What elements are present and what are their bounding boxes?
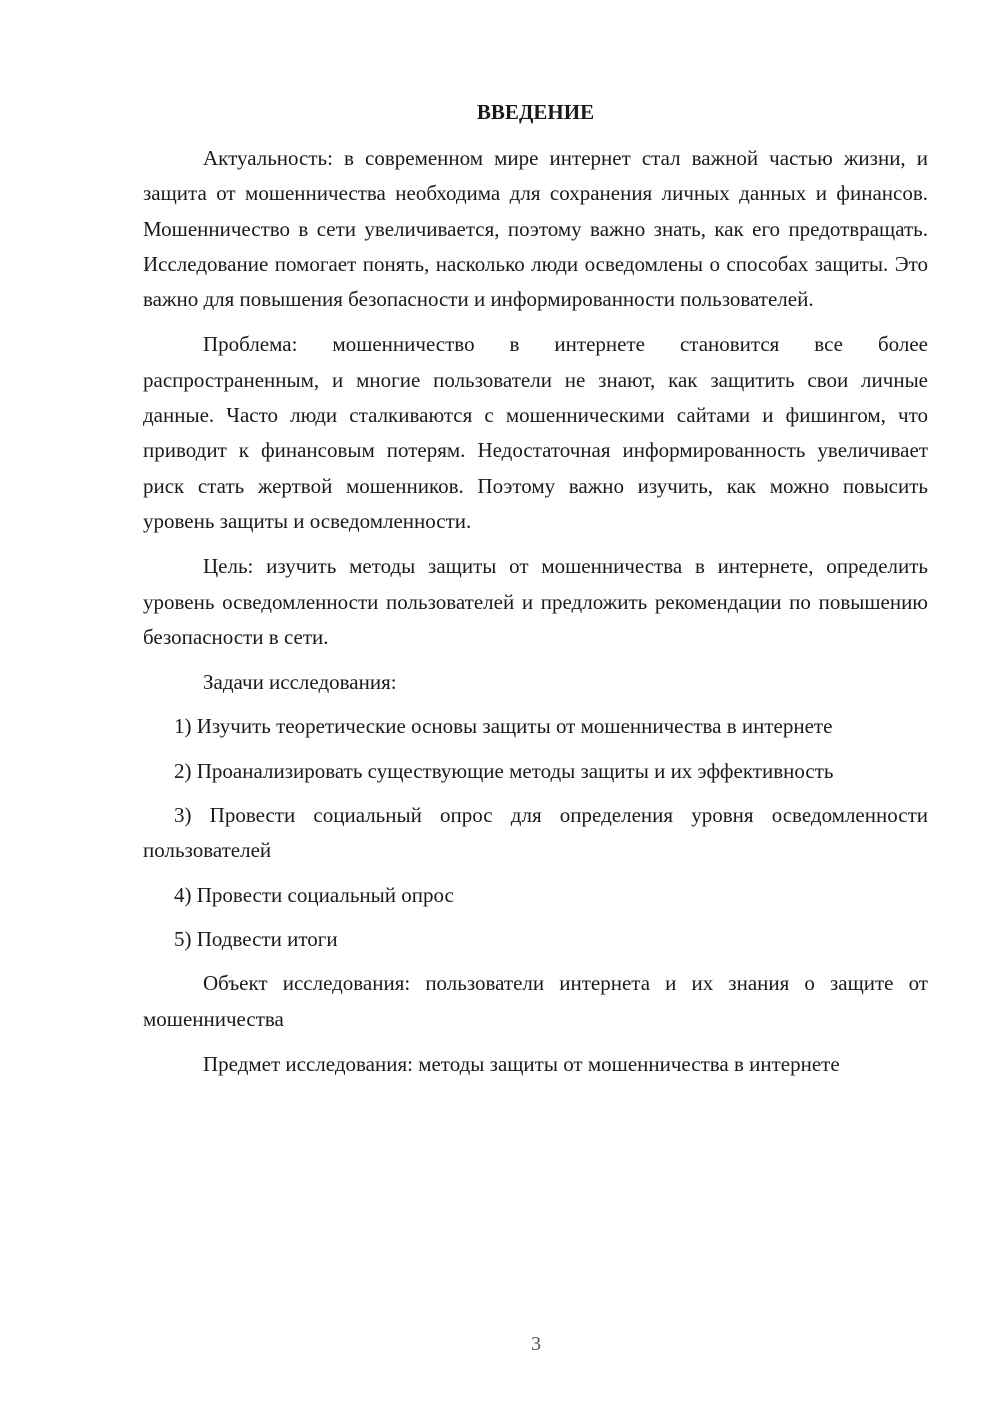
goal-paragraph: Цель: изучить методы защиты от мошенничества в интернете, определить уровень осведомленности пользователей и предложить рекомендации по повышению безопасности в сети. xyxy=(143,554,928,649)
task-item-5: 5) Подвести итоги xyxy=(174,926,338,951)
relevance-paragraph: Актуальность: в современном мире интернет стал важной частью жизни, и защита от мошенничества необходима для сохранения личных данных и финансов. Мошенничество в сети увеличивается, поэтому важно знать, как его предотвращать. Исследование помогает понять, насколько люди осведомлены о способах защиты. Это важно для повышения безопасности и информированности пользователей. xyxy=(143,146,928,312)
object-paragraph: Объект исследования: пользователи интернета и их знания о защите от мошенничества xyxy=(143,971,928,1031)
section-title: ВВЕДЕНИЕ xyxy=(476,100,595,124)
subject-paragraph: Предмет исследования: методы защиты от мошенничества в интернете xyxy=(203,1051,840,1076)
page-content xyxy=(143,95,928,1092)
task-item-4: 4) Провести социальный опрос xyxy=(174,882,454,907)
page-number: 3 xyxy=(531,1333,541,1355)
task-item-3: 3) Провести социальный опрос для определения уровня осведомленности пользователей xyxy=(143,803,928,863)
task-item-1: 1) Изучить теоретические основы защиты от мошенничества в интернете xyxy=(174,714,833,739)
problem-paragraph: Проблема: мошенничество в интернете становится все более распространенным, и многие пользователи не знают, как защитить свои личные данные. Часто люди сталкиваются с мошенническими сайтами и фишингом, что приводит к финансовым потерям. Недостаточная информированность увеличивает риск стать жертвой мошенников. Поэтому важно изучить, как можно повысить уровень защиты и осведомленности. xyxy=(143,332,928,533)
tasks-heading: Задачи исследования: xyxy=(203,670,397,695)
task-item-2: 2) Проанализировать существующие методы защиты и их эффективность xyxy=(174,758,834,783)
